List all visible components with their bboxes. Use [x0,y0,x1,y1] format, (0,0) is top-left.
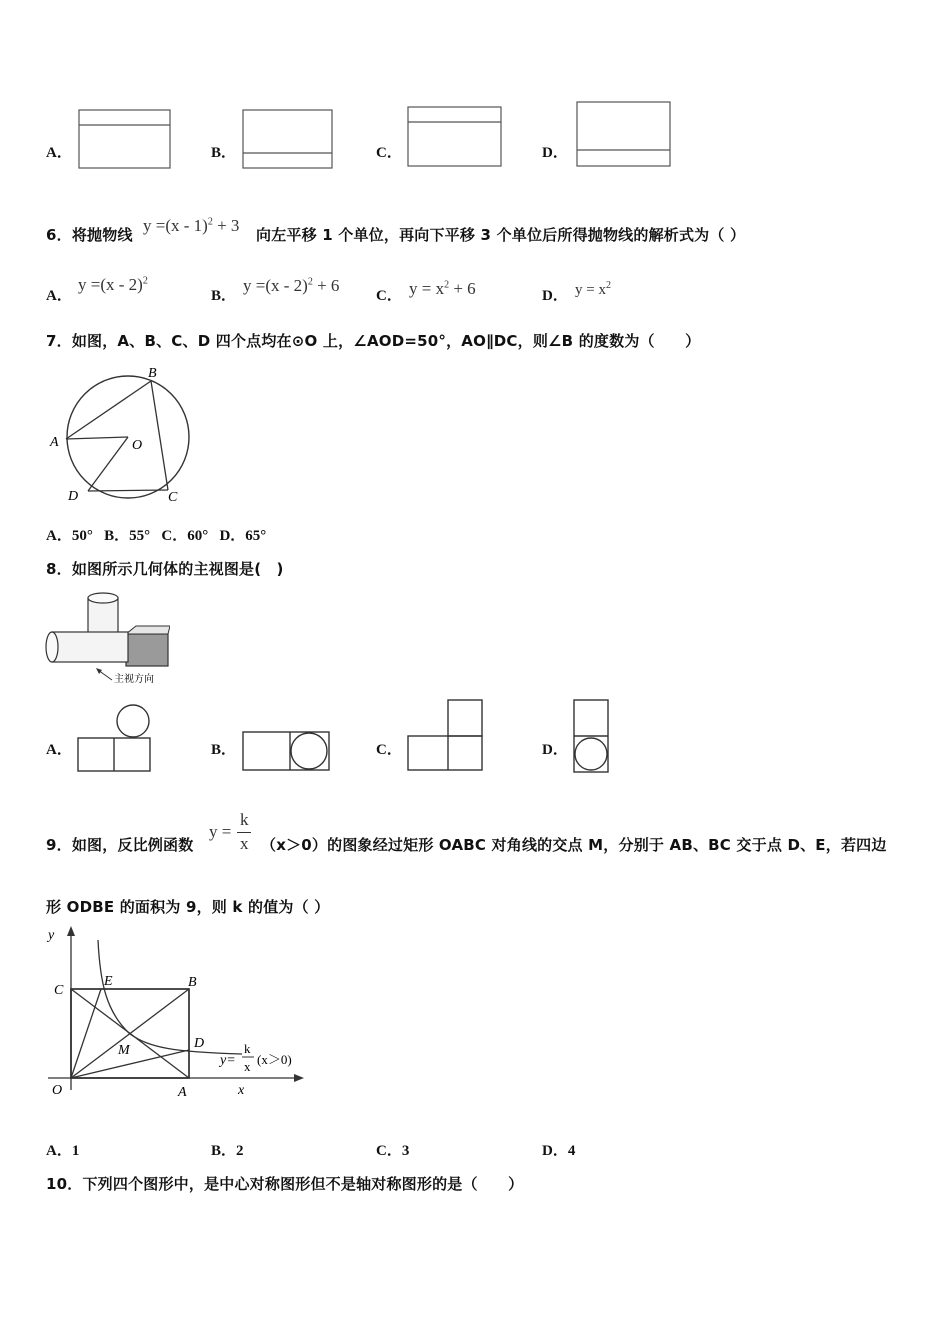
q6-option-b-tail: + 6 [312,276,340,295]
q9-stem-start [46,834,193,855]
q7-option-c[interactable] [161,528,208,544]
q7-circle-figure [44,360,196,508]
q5-option-d-figure[interactable] [576,100,672,168]
q7-option-b[interactable] [104,528,150,544]
q9-option-c-value: 3 [401,1143,410,1159]
q7-options [46,524,266,545]
q6-option-c-label[interactable]: C． [376,288,402,304]
q7-segment-ao [66,437,128,439]
q6-formula [143,216,239,236]
q6-formula-exp: 2 [207,216,213,228]
q6-option-d-base: y = x [575,282,606,298]
q8-vertical-cylinder-top [88,593,118,603]
q9-segment-oe [71,989,101,1078]
q7-label-c: C [168,490,178,505]
q10-stem: 10．下列四个图形中，是中心对称图形但不是轴对称图形的是（ ） [46,1175,524,1193]
q6-option-a-label[interactable]: A． [46,288,72,304]
q7-chord-bc [151,381,168,490]
q9-function-y: y = [209,822,232,841]
q7-chord-ab [66,381,151,439]
q8-option-c-figure[interactable] [406,698,484,772]
q8-stem: 8．如图所示几何体的主视图是( ) [46,560,284,578]
q6-option-c-tail: + 6 [449,279,476,298]
q9-y-axis-arrow [67,926,75,936]
q9-line2: 形 ODBE 的面积为 9，则 k 的值为（ ） [46,898,330,916]
q9-option-b-value: 2 [236,1143,244,1159]
q6-option-b-base: y =(x - 2) [243,276,308,295]
q5-option-b-label[interactable]: B． [211,145,237,161]
q9-curve-label-x: x [244,1059,251,1074]
q8-option-c-label[interactable]: C． [376,742,402,758]
q7-label-o: O [132,438,143,453]
q9-graph-figure [44,922,314,1104]
q9-option-b[interactable] [211,1139,244,1160]
q6-prefix: 将抛物线 [71,226,133,244]
q9-label-m: M [118,1043,130,1058]
q6-suffix: 向左平移 1 个单位，再向下平移 3 个单位后所得抛物线的解析式为（ ） [256,226,746,244]
q9-curve-label-cond: (x＞0) [257,1052,292,1067]
q5-option-d-label[interactable]: D． [542,145,568,161]
q6-option-a-base: y =(x - 2) [78,275,143,294]
q6-option-c-exp: 2 [444,279,450,291]
q9-function-x: x [240,834,249,853]
q9-suffix: （x＞0）的图象经过矩形 OABC 对角线的交点 M，分别于 AB、BC 交于点 D、E，若四边 [261,836,887,854]
q7-stem: 7．如图，A、B、C、D 四个点均在⊙O 上，∠AOD=50°，AO∥DC，则∠B 的度数为（ ） [46,332,701,350]
q8-view-arrowhead [96,668,102,674]
q5-option-c-figure[interactable] [407,106,503,168]
q8-cube-top [126,626,170,634]
q9-function-k: k [240,810,249,829]
q9-number: 9． [46,836,72,854]
q6-option-a-expr[interactable] [78,275,148,295]
q9-label-y: y [48,928,55,943]
q9-option-a-value: 1 [71,1143,80,1159]
q6-formula-tail: + 3 [212,216,240,235]
q7-label-d: D [68,489,79,504]
q7-option-d-value: 65° [245,528,267,544]
q6-number: 6． [46,226,72,244]
q9-option-a-label: A． [46,1143,72,1159]
q7-label-b: B [148,366,157,381]
q8-horizontal-cylinder-end [46,632,58,662]
q9-option-d[interactable] [542,1139,575,1160]
q9-option-d-value: 4 [567,1143,576,1159]
q7-option-d[interactable] [219,528,266,544]
q9-hyperbola [98,940,242,1054]
q9-prefix: 如图，反比例函数 [71,836,194,854]
q7-option-a-value: 50° [71,528,93,544]
q9-label-e: E [104,974,113,989]
q9-label-b: B [188,975,197,990]
q9-label-x: x [238,1083,245,1098]
q9-option-c[interactable] [376,1139,409,1160]
q8-solid-figure [44,588,170,688]
q8-cube-front [126,634,168,666]
q8-option-d-figure[interactable] [572,698,610,774]
q9-option-c-label: C． [376,1143,402,1159]
q9-label-a: A [178,1085,187,1100]
q7-option-c-value: 60° [187,528,209,544]
q6-option-b-exp: 2 [307,276,313,288]
q9-option-d-label: D． [542,1143,568,1159]
q6-option-d-expr[interactable] [575,280,611,299]
q6-option-b-label[interactable]: B． [211,288,237,304]
q8-option-b-figure[interactable] [241,730,331,772]
q6-option-b-expr[interactable] [243,276,339,296]
q6-option-c-expr[interactable] [409,279,476,299]
q7-option-c-label: C． [161,528,188,544]
q8-view-caption: 主视方向 [114,674,154,685]
q9-option-b-label: B． [211,1143,237,1159]
q6-formula-base: y =(x - 1) [143,216,208,235]
q7-option-b-label: B． [104,528,130,544]
q6-option-a-exp: 2 [142,275,148,287]
q6-option-c-base: y = x [409,279,445,298]
q5-option-b-figure[interactable] [242,108,334,170]
q8-option-d-label[interactable]: D． [542,742,568,758]
q9-x-axis-arrow [294,1074,304,1082]
q8-option-a-label[interactable]: A． [46,742,72,758]
q9-label-d: D [194,1036,205,1051]
q9-curve-label-y: y= [220,1053,236,1068]
q5-option-a-figure[interactable] [78,108,172,170]
q7-option-a[interactable] [46,528,93,544]
q9-label-o: O [52,1083,63,1098]
q6-stem [46,224,133,245]
q7-segment-od [88,437,128,491]
q7-label-a: A [50,435,59,450]
q5-option-a-label[interactable]: A． [46,145,72,161]
q7-option-a-label: A． [46,528,72,544]
q9-function-bar [237,832,251,833]
q8-option-b-label[interactable]: B． [211,742,237,758]
q8-horizontal-cylinder [52,632,128,662]
q7-option-d-label: D． [219,528,246,544]
q9-option-a[interactable] [46,1139,79,1160]
q9-label-c: C [54,983,64,998]
q5-option-c-label[interactable]: C． [376,145,402,161]
q9-curve-label-k: k [244,1041,251,1056]
q6-option-d-exp: 2 [605,280,611,291]
q8-option-a-figure[interactable] [76,703,152,773]
q7-option-b-value: 55° [129,528,151,544]
q6-option-d-label[interactable]: D． [542,288,568,304]
